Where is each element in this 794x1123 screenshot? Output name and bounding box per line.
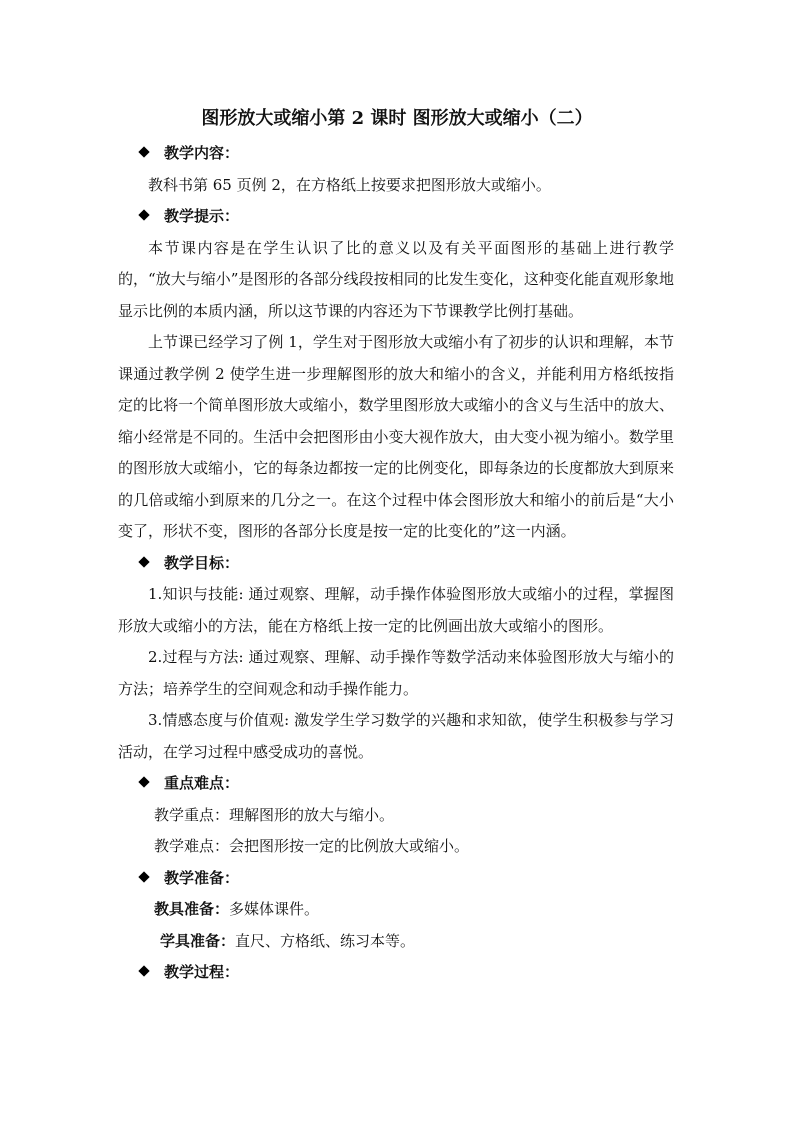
page-title: 图形放大或缩小第 2 课时 图形放大或缩小（二） bbox=[201, 108, 593, 129]
key-focus: 教学重点：理解图形的放大与缩小。 bbox=[154, 805, 395, 824]
prep-student bbox=[118, 926, 674, 958]
goal-3: 3.情感态度与价值观: 激发学生学习数学的兴趣和求知欲，使学生积极参与学习活动，在学习过程中感受成功的喜悦。 bbox=[118, 711, 674, 761]
content-text: 教科书第 65 页例 2，在方格纸上按要求把图形放大或缩小。 bbox=[148, 175, 551, 194]
section-heading-keypoints: 重点难点： bbox=[118, 768, 674, 800]
section-heading-hints: 教学提示： bbox=[118, 201, 674, 233]
diamond-bullet-icon bbox=[138, 146, 149, 157]
goal-2: 2.过程与方法: 通过观察、理解、动手操作等数学活动来体验图形放大与缩小的方法；培养学生的空间观念和动手操作能力。 bbox=[118, 648, 674, 698]
hints-paragraph-1: 本节课内容是在学生认识了比的意义以及有关平面图形的基础上进行教学的，“放大与缩小”是图形的各部分线段按相同的比发生变化，这种变化能直观形象地显示比例的本质内涵，所以这节课的内容还为下节课教学比例打基础。 bbox=[118, 238, 674, 320]
diamond-bullet-icon bbox=[138, 776, 149, 787]
diamond-bullet-icon bbox=[138, 556, 149, 567]
key-difficulty: 教学难点：会把图形按一定的比例放大或缩小。 bbox=[154, 837, 470, 855]
section-heading-prep: 教学准备： bbox=[118, 863, 674, 895]
document-body bbox=[118, 138, 674, 989]
diamond-bullet-icon bbox=[138, 871, 149, 882]
diamond-bullet-icon bbox=[138, 209, 149, 220]
prep-student-value: 直尺、方格纸、练习本等。 bbox=[235, 931, 416, 950]
section-heading-goals: 教学目标： bbox=[118, 548, 674, 580]
section-heading-content: 教学内容： bbox=[118, 138, 674, 170]
section-heading-process: 教学过程： bbox=[118, 957, 674, 989]
prep-teacher-label: 教具准备： bbox=[154, 900, 230, 918]
goal-1: 1.知识与技能: 通过观察、理解，动手操作体验图形放大或缩小的过程，掌握图形放大或缩小的方法，能在方格纸上按一定的比例画出放大或缩小的图形。 bbox=[118, 585, 674, 635]
prep-teacher bbox=[118, 894, 674, 926]
prep-student-label: 学具准备： bbox=[160, 931, 236, 950]
prep-teacher-value: 多媒体课件。 bbox=[229, 900, 320, 918]
diamond-bullet-icon bbox=[138, 965, 149, 976]
hints-paragraph-2: 上节课已经学习了例 1，学生对于图形放大或缩小有了初步的认识和理解，本节课通过教学例 2 使学生进一步理解图形的放大和缩小的含义，并能利用方格纸按指定的比将一个简单图形放大或缩小，数学里图形放大或缩小的含义与生活中的放大、缩小经常是不同的。生活中会把图形由小变大视作放大，由大变小视为缩小。数学里的图形放大或缩小，它的每条边都按一定的比例变化，即每条边的长度都放大到原来的几倍或缩小到原来的几分之一。在这个过程中体会图形放大和缩小的前后是“大小变了，形状不变，图形的各部分长度是按一定的比变化的”这一内涵。 bbox=[118, 333, 674, 540]
